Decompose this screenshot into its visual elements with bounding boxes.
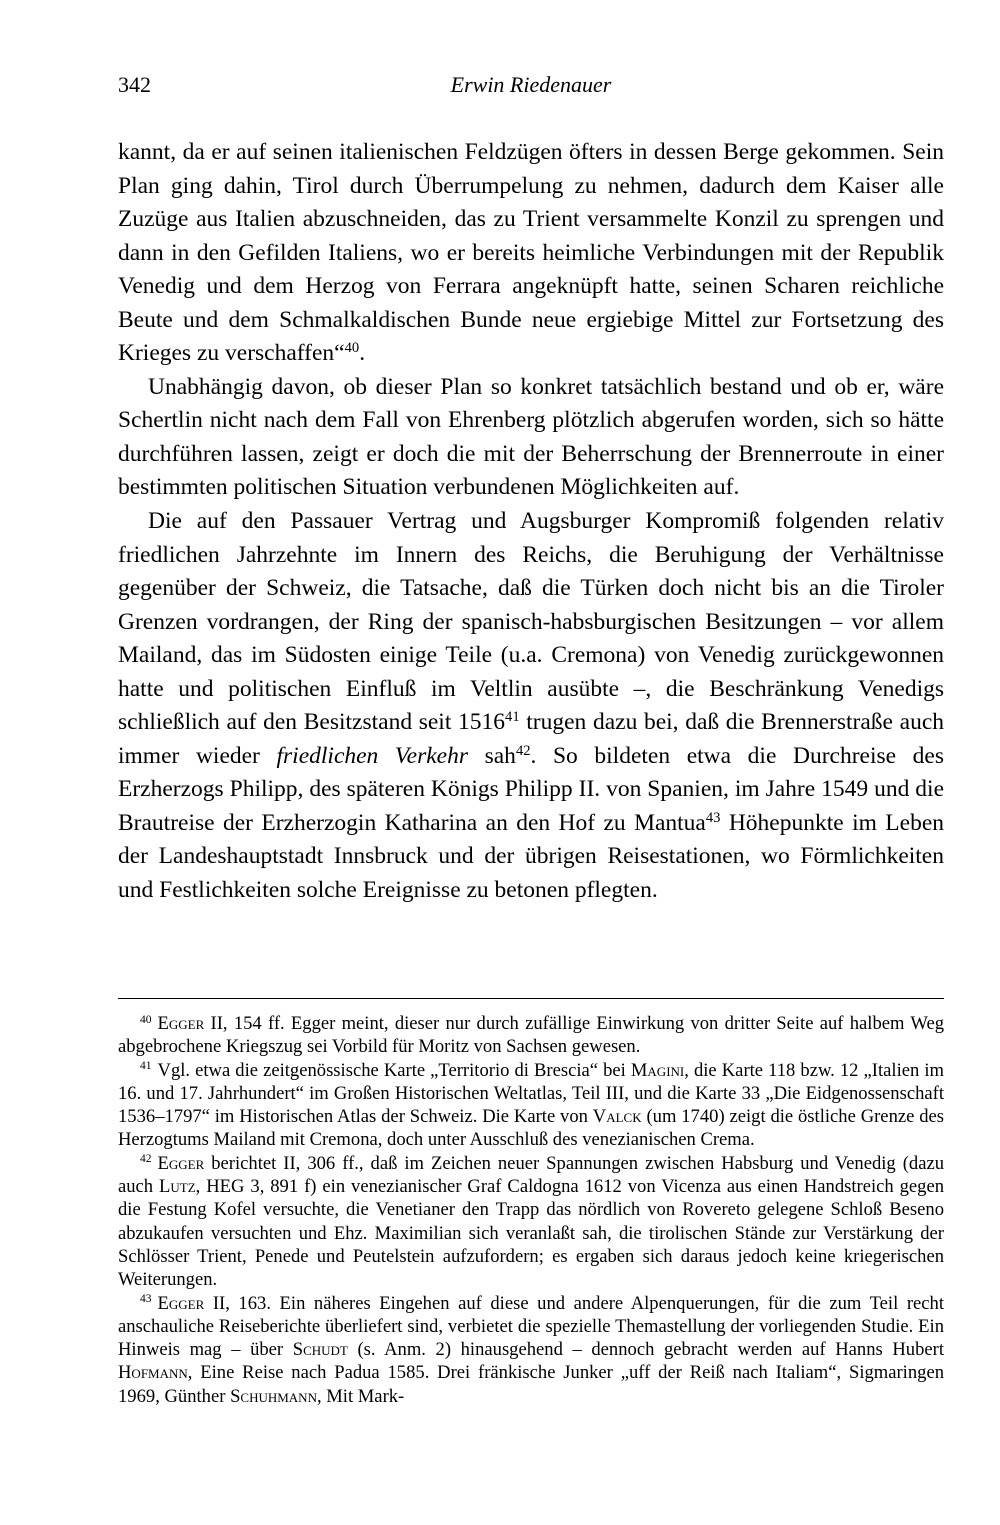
paragraph-1 (118, 136, 944, 371)
text-run: kannt, da er auf seinen italienischen Feldzügen öfters in dessen Berge gekommen. Sein Plan ging dahin, Tirol durch Überrumpelung zu nehmen, dadurch dem Kaiser alle Zuzüge aus Italien abzuschneiden, das zu Trient versammelte Konzil zu sprengen und dann in den Gefilden Italiens, wo er bereits heimliche Verbindungen mit der Republik Venedig und dem Herzog von Ferrara angeknüpft hatte, seinen Scharen reichliche Beute und dem Schmalkaldischen Bunde neue ergiebige Mittel zur Fortsetzung des Krieges zu verschaffen“ (118, 139, 944, 367)
emphasis-text: friedlichen Verkehr (276, 742, 468, 769)
footnote-number: 43 (140, 1293, 152, 1306)
text-run: , Eine Reise nach Padua 1585. Drei fränkische Junker „uff der Reiß nach Italiam“, Sigmaringen 1969, Günther (118, 1362, 944, 1407)
text-run: sah (468, 742, 516, 769)
footnote-42 (118, 1152, 944, 1292)
text-run: trugen dazu bei, daß die Brennerstraße auch immer wieder (118, 709, 945, 769)
text-run: Höhepunkte im Leben der Landeshauptstadt Innsbruck und der übrigen Reisestationen, wo Förmlichkeiten und Festlichkeiten solche Ereignisse zu betonen pflegten. (118, 809, 944, 904)
author-name: Magini (630, 1059, 685, 1081)
footnote-number: 41 (140, 1060, 152, 1073)
footnote-ref-43[interactable]: 43 (705, 809, 721, 826)
author-name: Egger (157, 1013, 205, 1034)
text-run: (s. Anm. 2) hinausgehend – dennoch gebracht werden auf Hanns Hubert (347, 1339, 944, 1361)
footnote-number: 40 (140, 1013, 152, 1026)
author-name: Schuhmann (230, 1385, 317, 1407)
text-run: , HEG 3, 891 f) ein venezianischer Graf Caldogna 1612 von Vicenza aus einen Handstreich gegen die Festung Kofel versuchte, die Venetianer den Trapp das nördlich von Rovereto gelegene Schloß Beseno abzukaufen versuchten und Ehz. Maximilian sich veranlaßt sah, die tirolischen Stände zur Verstärkung der Schlösser Trient, Penede und Peutelstein aufzufordern; es ergaben sich daraus jedoch keine kriegerischen Weiterungen. (118, 1176, 944, 1291)
footnote-ref-40[interactable]: 40 (344, 340, 360, 357)
text-run: berichtet II, 306 ff., daß im Zeichen neuer Spannungen zwischen Habsburg und Venedig (dazu auch (118, 1152, 944, 1198)
footnote-41 (118, 1059, 944, 1152)
author-name: Lutz (159, 1176, 196, 1198)
text-run: (um 1740) zeigt die östliche Grenze des Herzogtums Mailand mit Cremona, doch unter Ausschluß des venezianischen Crema. (118, 1106, 944, 1151)
footnote-ref-41[interactable]: 41 (505, 709, 520, 726)
text-run: Die auf den Passauer Vertrag und Augsburger Kompromiß folgenden relativ friedlichen Jahrzehnte im Innern des Reichs, die Beruhigung der Verhältnisse gegenüber der Schweiz, die Tatsache, daß die Türken doch nicht bis an die Tiroler Grenzen vordrangen, der Ring der spanisch-habsburgischen Besitzungen – vor allem Mailand, das im Südosten einige Teile (u.a. Cremona) von Venedig zurückgewonnen hatte und politischen Einfluß im Veltlin ausübte –, die Beschränkung Venedigs schließlich auf den Besitzstand seit 1516 (118, 508, 944, 736)
footnote-number: 42 (140, 1153, 152, 1166)
text-run: . So bildeten etwa die Durchreise des Erzherzogs Philipp, des späteren Königs Philipp II. von Spanien, im Jahre 1549 und die Brautreise der Erzherzogin Katharina an den Hof zu Mantua (118, 742, 945, 836)
footnote-divider (118, 998, 944, 999)
footnote-43 (118, 1292, 944, 1408)
footnote-40 (118, 1012, 944, 1059)
paragraph-2: Unabhängig davon, ob dieser Plan so konkret tatsächlich bestand und ob er, wäre Schertlin nicht nach dem Fall von Ehrenberg plötzlich abgerufen worden, sich so hätte durchführen lassen, zeigt er doch die mit der Beherrschung der Brennerroute in einer bestimmten politischen Situation verbundenen Möglichkeiten auf. (118, 373, 944, 501)
text-run: , Mit Mark- (316, 1385, 405, 1407)
text-run: II, 154 ff. Egger meint, dieser nur durch zufällige Einwirkung von dritter Seite auf halbem Weg abgebrochene Kriegszug sei Vorbild für Moritz von Sachsen gewesen. (118, 1013, 944, 1058)
author-name: Hofmann (118, 1362, 188, 1384)
running-title: Erwin Riedenauer (450, 72, 612, 97)
paragraph-3 (118, 505, 944, 908)
page-number: 342 (118, 72, 151, 97)
author-name: Schudt (292, 1339, 348, 1361)
author-name: Valck (592, 1106, 642, 1128)
footnote-ref-42[interactable]: 42 (515, 742, 531, 759)
author-name: Egger (157, 1292, 205, 1314)
text-run: Vgl. etwa die zeitgenössische Karte „Territorio di Brescia“ bei (157, 1059, 631, 1081)
footnotes (118, 1012, 944, 1408)
running-head (118, 72, 944, 102)
text-run: , die Karte 118 bzw. 12 „Italien im 16. und 17. Jahrhundert“ im Großen Historischen Weltatlas, Teil III, und die Karte 33 „Die Eidgenossenschaft 1536–1797“ im Historischen Atlas der Schweiz. Die Karte von (118, 1059, 944, 1128)
text-run: . (359, 340, 366, 367)
text-run: II, 163. Ein näheres Eingehen auf diese und andere Alpenquerungen, für die zum Teil recht anschauliche Reiseberichte überliefert sind, verbietet die spezielle Themastellung der vorliegenden Studie. Ein Hinweis mag – über (118, 1292, 944, 1361)
main-text (118, 136, 944, 908)
author-name: Egger (157, 1152, 205, 1174)
